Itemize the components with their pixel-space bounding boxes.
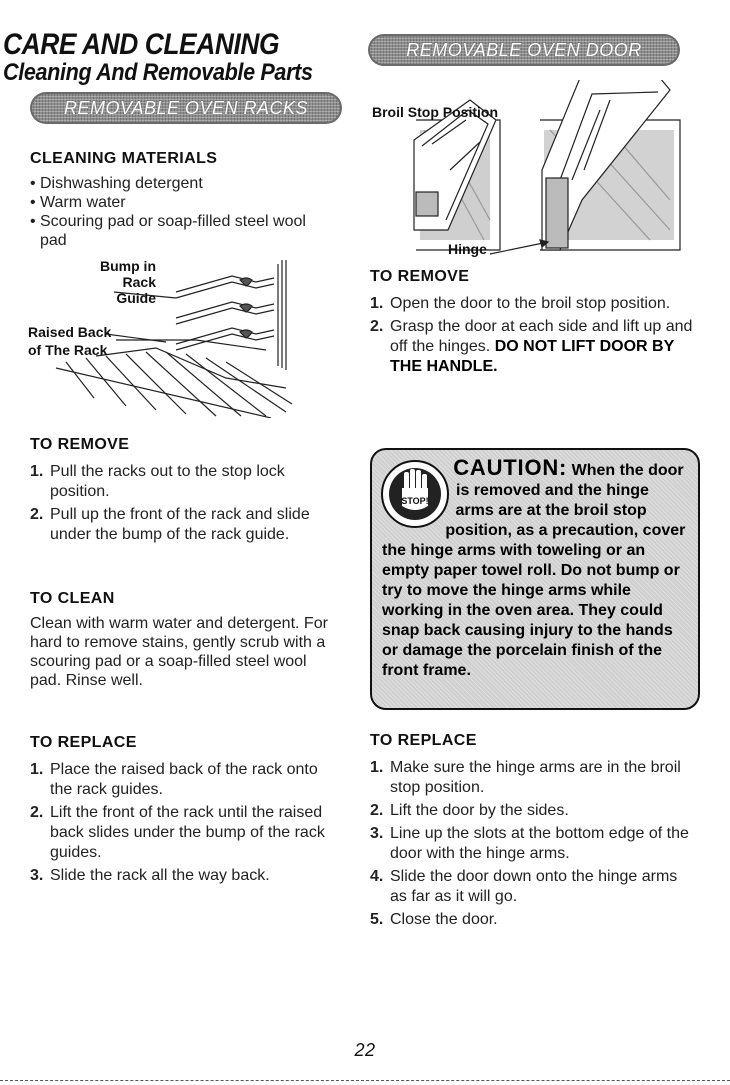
warning-emphasis: DO NOT LIFT DOOR BY THE HANDLE. [390, 338, 674, 375]
caution-word: CAUTION: [453, 455, 568, 480]
list-item: 3. Line up the slots at the bottom edge of the door with the hinge arms. [370, 825, 689, 862]
section-banner-oven-door [368, 34, 680, 66]
label-broil-stop-position: Broil Stop Position [372, 104, 498, 120]
remove-racks-steps [30, 462, 340, 548]
list-item: 1. Pull the racks out to the stop lock position. [30, 463, 285, 500]
list-item: • Scouring pad or soap-filled steel wool pad [30, 212, 330, 250]
banner-label: REMOVABLE OVEN RACKS [63, 97, 309, 118]
heading-cleaning-materials: CLEANING MATERIALS [30, 150, 218, 167]
caution-box [370, 448, 700, 710]
list-item: 2. Pull up the front of the rack and slide under the bump of the rack guide. [30, 506, 310, 543]
list-item: 2. Grasp the door at each side and lift up and off the hinges. DO NOT LIFT DOOR BY THE HANDLE. [370, 318, 693, 375]
label-hinge: Hinge [448, 241, 487, 257]
heading-to-remove-racks: TO REMOVE [30, 436, 130, 453]
label-raised-back: Raised Back of The Rack [28, 324, 112, 358]
list-item: 2. Lift the door by the sides. [370, 802, 569, 819]
page-number: 22 [354, 1040, 376, 1060]
bottom-rule [0, 1080, 730, 1081]
svg-text:STOP!: STOP! [401, 496, 429, 506]
list-item: 1. Make sure the hinge arms are in the broil stop position. [370, 759, 681, 796]
heading-to-remove-door: TO REMOVE [370, 268, 470, 285]
heading-to-replace-racks: TO REPLACE [30, 734, 137, 751]
list-item: 1. Place the raised back of the rack onto the rack guides. [30, 761, 318, 798]
list-item: 5. Close the door. [370, 911, 498, 928]
replace-racks-steps [30, 760, 340, 889]
list-item: 3. Slide the rack all the way back. [30, 867, 270, 884]
replace-door-steps [370, 758, 695, 933]
list-item: 4. Slide the door down onto the hinge arms as far as it will go. [370, 868, 678, 905]
banner-label: REMOVABLE OVEN DOOR [406, 39, 642, 60]
label-bump-in-rack-guide: Bump in Rack Guide [100, 258, 156, 306]
list-item: 1. Open the door to the broil stop position. [370, 295, 671, 312]
page-subtitle: Cleaning And Removable Parts [3, 59, 313, 86]
section-banner-oven-racks [30, 92, 342, 124]
page-title: CARE AND CLEANING [3, 28, 280, 61]
cleaning-materials-list [30, 174, 330, 250]
clean-paragraph: Clean with warm water and detergent. For hard to remove stains, gently scrub with a scouring pad or a soap-filled steel wool pad. Rinse well. [30, 615, 328, 689]
list-item: • Dishwashing detergent [30, 174, 330, 193]
caution-text: When the door is removed and the hinge arms are at the broil stop position, as a precaution, cover the hinge arms with toweling or an empty paper towel roll. Do not bump or try to move the hinge arms while working in the oven area. They could snap back causing injury to the hands or damage the porcelain finish of the front frame. [382, 462, 686, 679]
stop-hand-icon [380, 458, 450, 530]
list-item: • Warm water [30, 193, 330, 212]
heading-to-replace-door: TO REPLACE [370, 732, 477, 749]
list-item: 2. Lift the front of the rack until the raised back slides under the bump of the rack guides. [30, 804, 325, 861]
heading-to-clean: TO CLEAN [30, 590, 115, 607]
remove-door-steps [370, 294, 695, 380]
